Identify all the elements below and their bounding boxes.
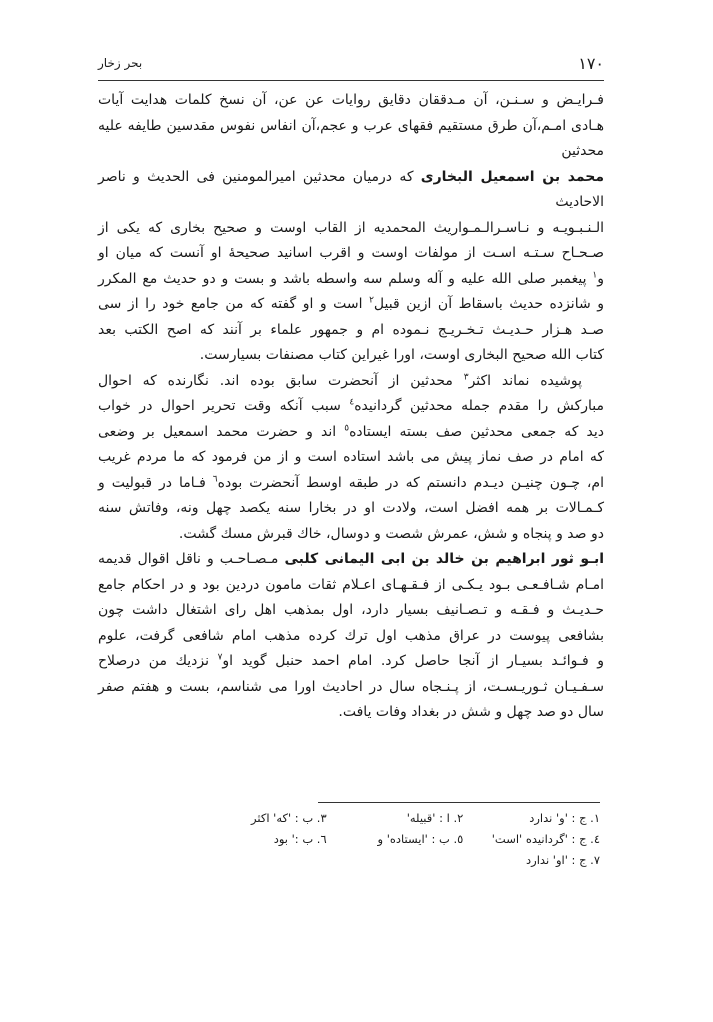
text-segment: بشافعی پیوست در عراق مذهب اول ترك کرده مذهب امام شافعی گرفت، علوم <box>98 627 604 644</box>
text-segment: محدثین از آنحضرت سابق بوده اند. نگارنده که احوال <box>98 372 464 389</box>
footnote-divider <box>318 802 600 803</box>
text-line <box>98 165 604 216</box>
text-segment: است و او گفته که من جامع خود را از سی <box>98 296 370 312</box>
body-text <box>98 88 604 726</box>
text-line <box>98 267 604 293</box>
text-line <box>98 88 604 114</box>
text-line <box>98 318 604 344</box>
text-line <box>98 496 604 522</box>
text-line <box>98 114 604 165</box>
text-line <box>98 700 604 726</box>
page-header <box>98 52 604 78</box>
text-segment: مبارکش را مقدم جمله محدثین گردانیده <box>354 398 604 414</box>
text-segment: سـفـیـان ثـوریـسـت، از پـنـجاه سال در احادیث اورا می شناسم، بست و هفتم صفر <box>98 678 604 695</box>
text-line <box>98 471 604 497</box>
text-segment: پوشیده نماند اکثر <box>468 372 582 389</box>
text-line <box>98 292 604 318</box>
text-segment: دید که جمعی محدثین صف بسته ایستاده <box>349 423 604 440</box>
text-line <box>98 241 604 267</box>
text-segment: سال دو صد چهل و شش در بغداد وفات یافت. <box>338 704 604 720</box>
bold-name: ابـو ثور ابراهیم بن خالد بن ابی الیمانی کلبی <box>284 551 604 567</box>
text-segment: هـادی امـم،آن طرق مستقیم فقهای عرب و عجم،آن انفاس نفوس مقدسین طایفه علیه محدثین <box>98 117 604 159</box>
footnote-marker: ٤ <box>349 397 355 408</box>
text-line <box>98 522 604 548</box>
footnote-row <box>190 850 600 871</box>
text-segment: صـحـاح سـتـه اسـت از مولفات اوست و اقرب اسانید صحیحهٔ او آنست که میان او <box>98 245 604 261</box>
footnote-row <box>190 808 600 829</box>
text-segment: اند و حضرت محمد اسمعیل بر وضعی <box>98 423 345 440</box>
text-line <box>98 573 604 599</box>
text-line <box>98 216 604 242</box>
bold-name: محمد بن اسمعیل البخاری <box>420 168 605 185</box>
footnote-item: ٦. ب :' بود <box>273 832 327 846</box>
text-segment: ام، چـون چنیـن دیـدم دانستم که در طبقه اوسط آنحضرت بوده <box>217 474 604 491</box>
text-line <box>98 369 604 395</box>
footnote-item: ۲. ا : 'قبیله' <box>406 811 464 825</box>
footnote-row <box>190 829 600 850</box>
text-segment: امـام شـافـعـی بـود یـکـی از فـقـهـای اعـلام ثقات مامون دردین بود و در احکام جامع <box>98 576 604 593</box>
text-segment: پیغمبر صلی الله علیه و آله وسلم سه واسطه باشد و بست و دو حدیث مع المکرر <box>98 270 593 287</box>
footnote-marker: ۷ <box>217 652 223 663</box>
text-segment: الـنـبـویـه و نـاسـرالـمـواریث المحمدیه از القاب اوست و صحیح بخاری که یکی از <box>98 219 604 236</box>
footnote-marker: ٦ <box>212 473 218 484</box>
text-segment: که درمیان محدثین امیرالمومنین فی الحدیث و ناصر الاحادیث <box>98 168 604 210</box>
running-title: بحر زخار <box>98 56 143 70</box>
footnote-marker: ۲ <box>369 295 374 306</box>
footnote-item: ٤. ج : 'گردانیده 'است' <box>491 832 600 846</box>
text-segment: مـصـاحـب و ناقل اقوال قدیمه <box>98 551 285 567</box>
text-segment: و فـوائـد بسیـار از آنجا حاصل کرد. امام احمد حنبل گوید او <box>222 653 604 669</box>
header-divider <box>98 80 604 81</box>
text-line <box>98 394 604 420</box>
footnotes <box>190 808 600 871</box>
footnote-item: ۳. ب : 'که' اکثر <box>251 811 327 825</box>
text-line <box>98 598 604 624</box>
footnote-marker: ۳ <box>463 371 469 382</box>
footnote-item: ۱. ج : 'و' ندارد <box>529 811 600 825</box>
text-segment: نزدیك من درصلاح <box>98 653 218 669</box>
text-segment: کتاب الله صحیح البخاری اوست، اورا غیراین کتاب مصنفات بسیارست. <box>199 347 604 363</box>
text-line <box>98 649 604 675</box>
footnote-marker: ٥ <box>344 422 350 433</box>
footnote-item: ٥. ب : 'ایستاده' و <box>377 832 464 846</box>
page-number: ۱۷۰ <box>578 54 604 73</box>
text-line <box>98 343 604 369</box>
text-line <box>98 675 604 701</box>
text-segment: صـد هـزار حـدیـث تـخـریـج نـموده ام و جمهور علماء بر آنند که اصح الکتب بعد <box>98 321 604 338</box>
text-segment: کـمـالات بر همه افضل است، ولادت او در بخارا سنه یکصد چهل ونه، وفاتش سنه <box>98 500 604 516</box>
text-segment: دو صد و پنجاه و شش، عمرش شصت و دوسال، خاك قبرش مسك گشت. <box>178 525 604 542</box>
text-segment: و <box>597 270 604 287</box>
text-line <box>98 547 604 573</box>
text-segment: فـاما در قبولیت و <box>98 474 213 491</box>
text-segment: فـرایـض و سـنـن، آن مـدققان دقایق روایات عن عن، آن نسخ کلمات هدایت آیات <box>98 92 604 108</box>
footnote-marker: ۱ <box>592 269 598 280</box>
text-segment: حـدیـث و فـقـه و تـصـانیف بسیار دارد، اول بمذهب اهل رای اشتغال داشت چون <box>98 602 604 618</box>
text-segment: و شانزده حدیث باسقاط آن ازین قبیل <box>373 296 604 312</box>
text-line <box>98 445 604 471</box>
footnote-item: ۷. ج : 'او' ندارد <box>526 853 600 867</box>
text-line <box>98 624 604 650</box>
text-segment: سبب آنکه وقت تحریر احوال در خواب <box>98 398 350 414</box>
text-line <box>98 420 604 446</box>
text-segment: که امام در صف نماز پیش می باشد استاده است و از من فرمود که ما مردم غریب <box>98 449 604 465</box>
